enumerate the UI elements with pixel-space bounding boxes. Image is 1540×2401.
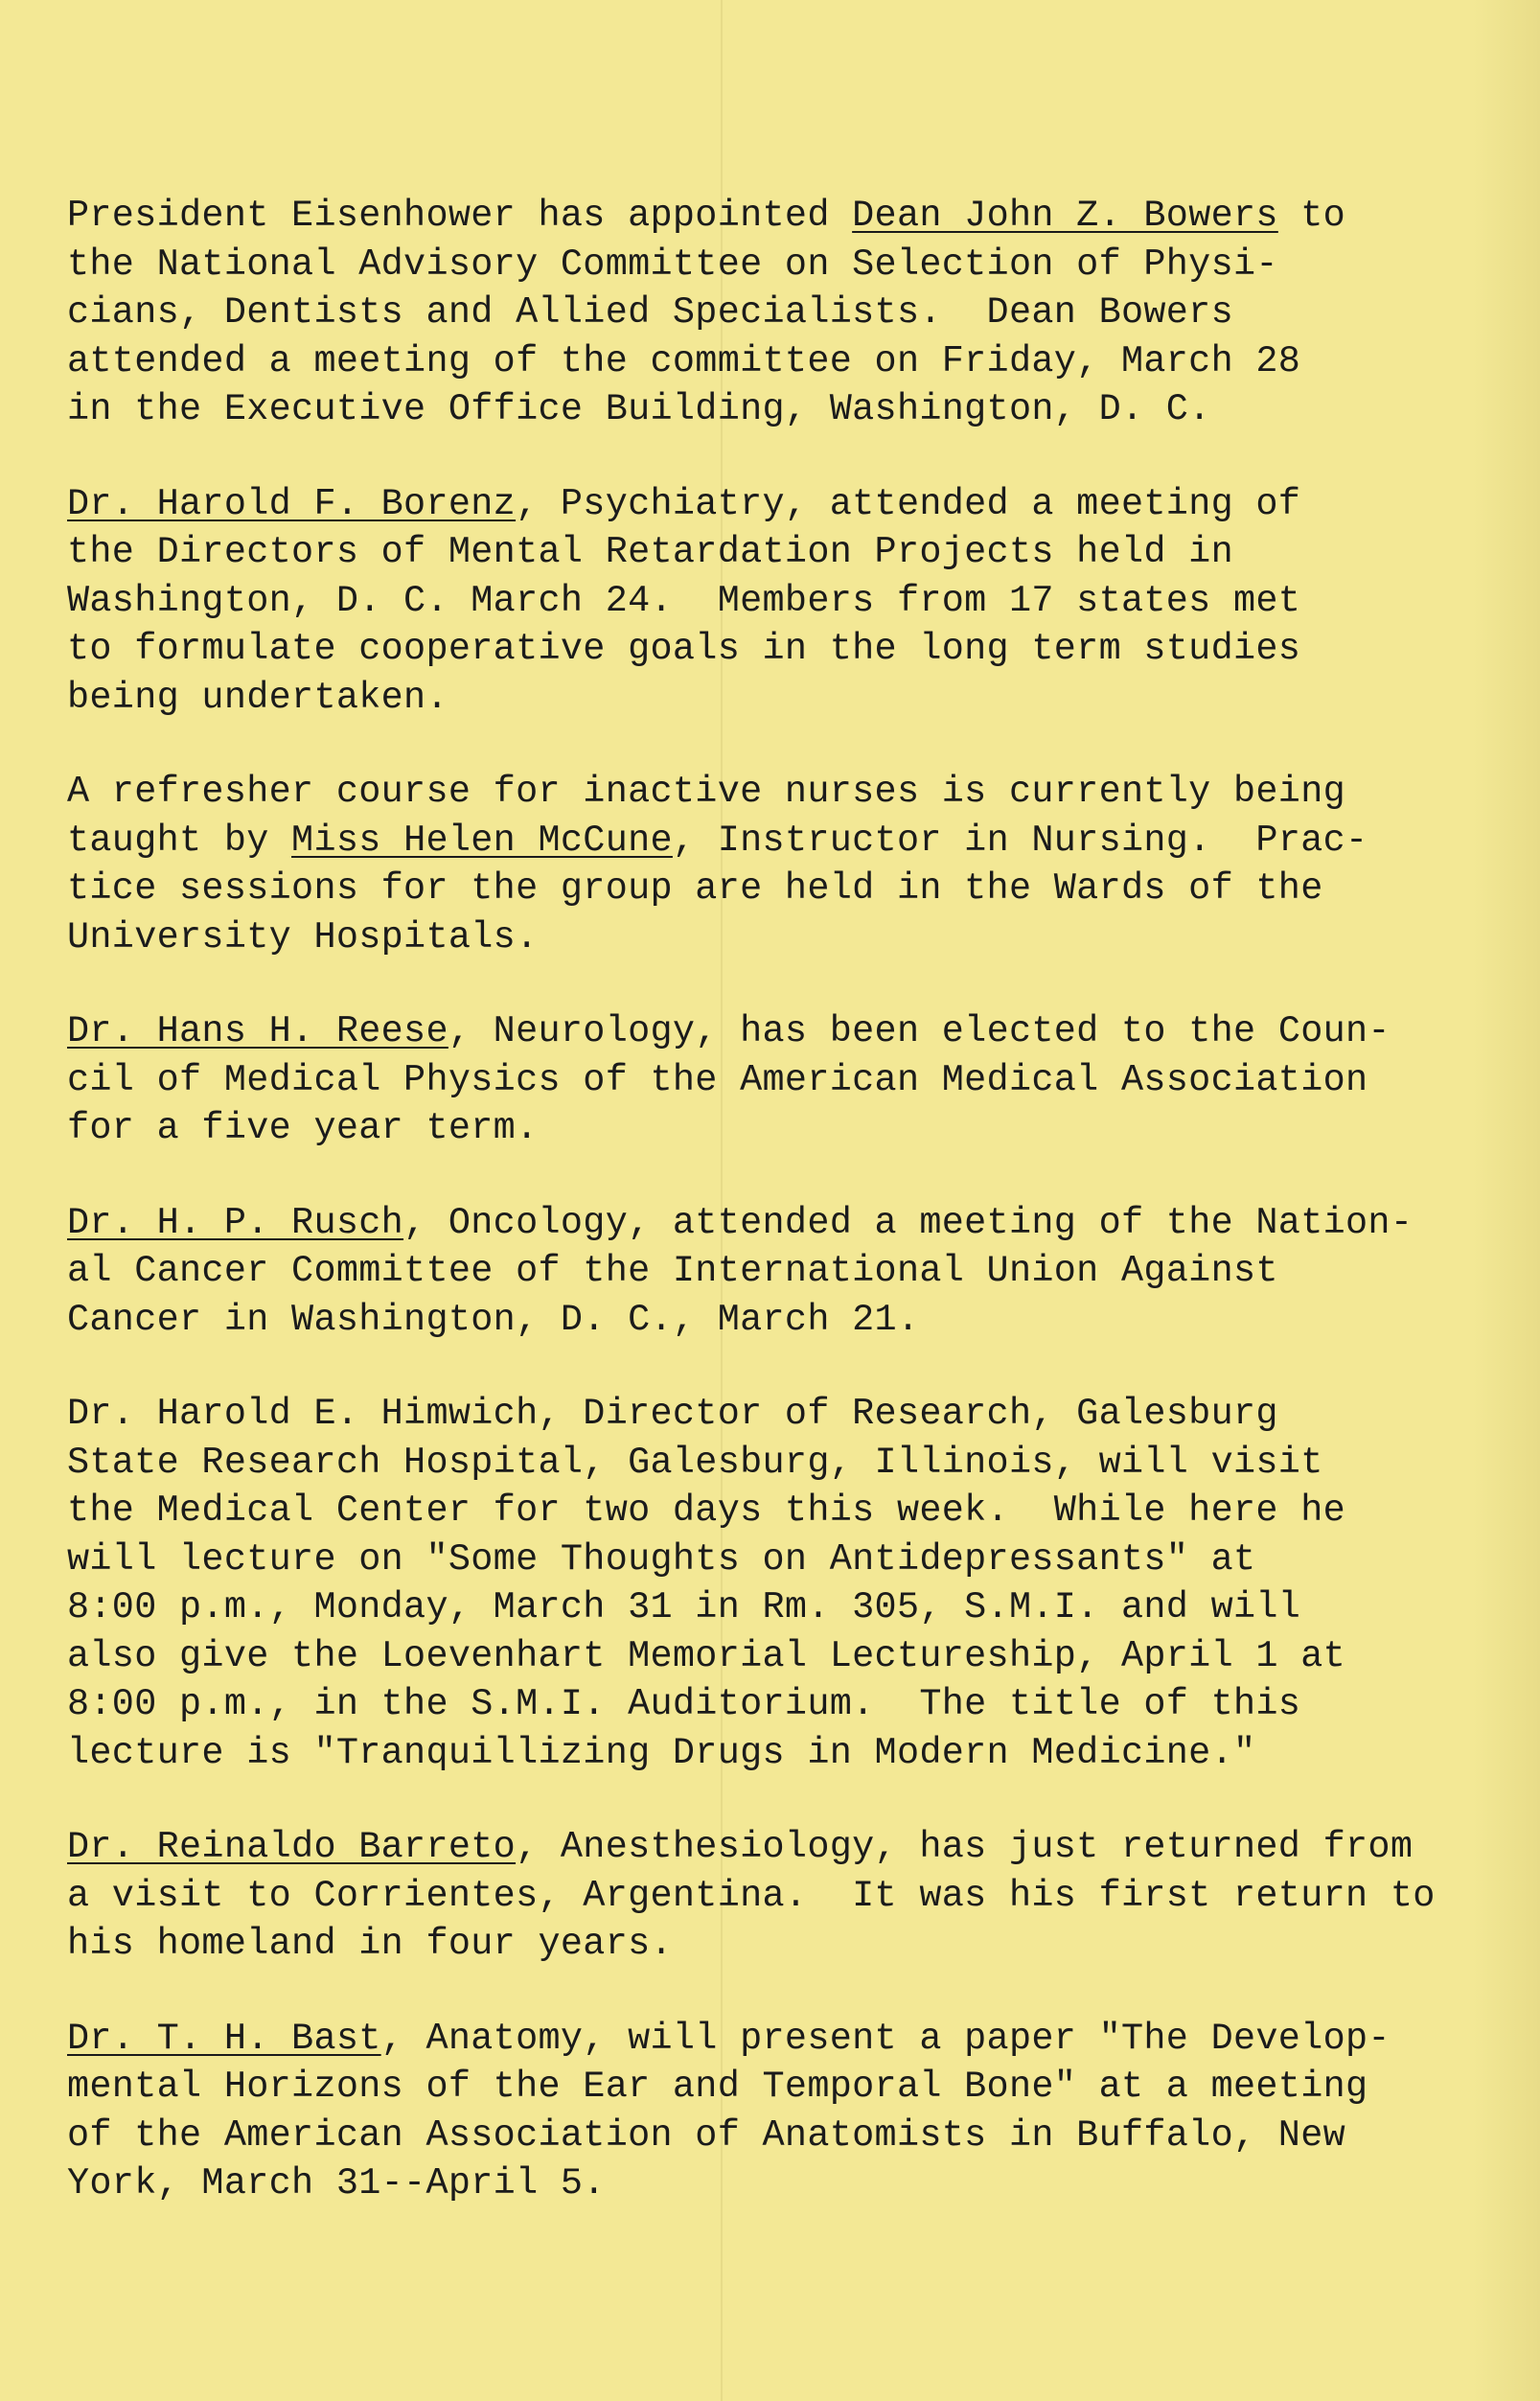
text-line <box>67 1823 1533 1872</box>
line-text: , Anesthesiology, has just returned from <box>516 1826 1414 1868</box>
text-line <box>67 1487 1533 1535</box>
news-paragraph <box>67 480 1533 723</box>
line-text: cians, Dentists and Allied Specialists. Dean Bowers <box>67 291 1233 334</box>
news-paragraph <box>67 1199 1533 1345</box>
text-line <box>67 192 1533 241</box>
text-line <box>67 625 1533 674</box>
line-text: being undertaken. <box>67 676 448 719</box>
news-items <box>67 192 1533 2254</box>
text-line <box>67 1199 1533 1248</box>
line-text: attended a meeting of the committee on Friday, March 28 <box>67 339 1301 382</box>
line-text: cil of Medical Physics of the American Medical Association <box>67 1058 1368 1101</box>
text-line <box>67 241 1533 289</box>
text-line <box>67 1583 1533 1632</box>
news-paragraph <box>67 1007 1533 1153</box>
news-paragraph <box>67 768 1533 961</box>
line-text: , Instructor in Nursing. Prac- <box>672 819 1368 862</box>
line-text: the Medical Center for two days this week. While here he <box>67 1489 1346 1532</box>
line-text: his homeland in four years. <box>67 1923 673 1965</box>
text-line <box>67 1729 1533 1778</box>
line-text: a visit to Corrientes, Argentina. It was his first return to <box>67 1874 1436 1917</box>
line-text: to formulate cooperative goals in the long term studies <box>67 628 1301 670</box>
line-text: , Neurology, has been elected to the Coun- <box>448 1010 1391 1052</box>
line-text: , Oncology, attended a meeting of the Nation- <box>403 1201 1414 1244</box>
text-line <box>67 1920 1533 1969</box>
line-text: , Psychiatry, attended a meeting of <box>516 482 1301 525</box>
line-text: the National Advisory Committee on Selection of Physi- <box>67 242 1278 286</box>
line-text: University Hospitals. <box>67 915 539 958</box>
news-paragraph <box>67 1390 1533 1777</box>
person-name: Miss Helen McCune <box>291 819 673 862</box>
text-line <box>67 1680 1533 1729</box>
line-text: 8:00 p.m., in the S.M.I. Auditorium. The title of this <box>67 1683 1301 1725</box>
text-line <box>67 865 1533 913</box>
text-line <box>67 2015 1533 2064</box>
line-text: taught by <box>67 819 292 862</box>
person-name: Dr. Hans H. Reese <box>67 1010 448 1052</box>
line-text: State Research Hospital, Galesburg, Illinois, will visit <box>67 1441 1323 1484</box>
text-line <box>67 768 1533 817</box>
line-text: tice sessions for the group are held in the Wards of the <box>67 867 1323 910</box>
line-text: mental Horizons of the Ear and Temporal Bone" at a meeting <box>67 2066 1368 2108</box>
text-line <box>67 817 1533 866</box>
text-line <box>67 1535 1533 1584</box>
person-name: Dr. T. H. Bast <box>67 2017 381 2060</box>
line-text: for a five year term. <box>67 1107 539 1149</box>
line-text: York, March 31--April 5. <box>67 2162 606 2205</box>
line-text: A refresher course for inactive nurses is currently being <box>67 771 1346 813</box>
line-text: lecture is "Tranquillizing Drugs in Modern Medicine." <box>67 1731 1256 1774</box>
text-line <box>67 1007 1533 1056</box>
text-line <box>67 337 1533 386</box>
text-line <box>67 385 1533 434</box>
person-name: Dr. H. P. Rusch <box>67 1201 404 1244</box>
text-line <box>67 1632 1533 1681</box>
line-text: the Directors of Mental Retardation Projects held in <box>67 531 1233 573</box>
news-paragraph <box>67 1823 1533 1969</box>
news-paragraph <box>67 192 1533 434</box>
text-line <box>67 2159 1533 2208</box>
text-line <box>67 1439 1533 1488</box>
person-name: Dr. Reinaldo Barreto <box>67 1826 517 1868</box>
text-line <box>67 528 1533 577</box>
text-line <box>67 1104 1533 1153</box>
line-text: President Eisenhower has appointed <box>67 195 853 237</box>
line-text: of the American Association of Anatomists in Buffalo, New <box>67 2113 1346 2157</box>
text-line <box>67 480 1533 529</box>
text-line <box>67 289 1533 337</box>
text-line <box>67 1390 1533 1439</box>
text-line <box>67 1056 1533 1105</box>
line-text: Washington, D. C. March 24. Members from 17 states met <box>67 579 1301 622</box>
text-line <box>67 2112 1533 2160</box>
person-name: Dean John Z. Bowers <box>852 195 1278 237</box>
line-text: Cancer in Washington, D. C., March 21. <box>67 1298 920 1341</box>
text-line <box>67 913 1533 962</box>
line-text: will lecture on "Some Thoughts on Antidepressants" at <box>67 1537 1256 1581</box>
person-name: Dr. Harold F. Borenz <box>67 482 517 525</box>
text-line <box>67 577 1533 626</box>
text-line <box>67 1872 1533 1921</box>
text-line <box>67 1296 1533 1345</box>
line-text: Dr. Harold E. Himwich, Director of Research, Galesburg <box>67 1393 1278 1435</box>
line-text: 8:00 p.m., Monday, March 31 in Rm. 305, S.M.I. and will <box>67 1586 1301 1628</box>
text-line <box>67 2063 1533 2112</box>
text-line <box>67 674 1533 723</box>
line-text: in the Executive Office Building, Washington, D. C. <box>67 388 1211 430</box>
line-text: , Anatomy, will present a paper "The Develop- <box>380 2017 1391 2060</box>
line-text: also give the Loevenhart Memorial Lectureship, April 1 at <box>67 1634 1346 1677</box>
line-text: to <box>1277 195 1346 237</box>
line-text: al Cancer Committee of the International Union Against <box>67 1250 1278 1292</box>
news-paragraph <box>67 2015 1533 2208</box>
text-line <box>67 1247 1533 1296</box>
